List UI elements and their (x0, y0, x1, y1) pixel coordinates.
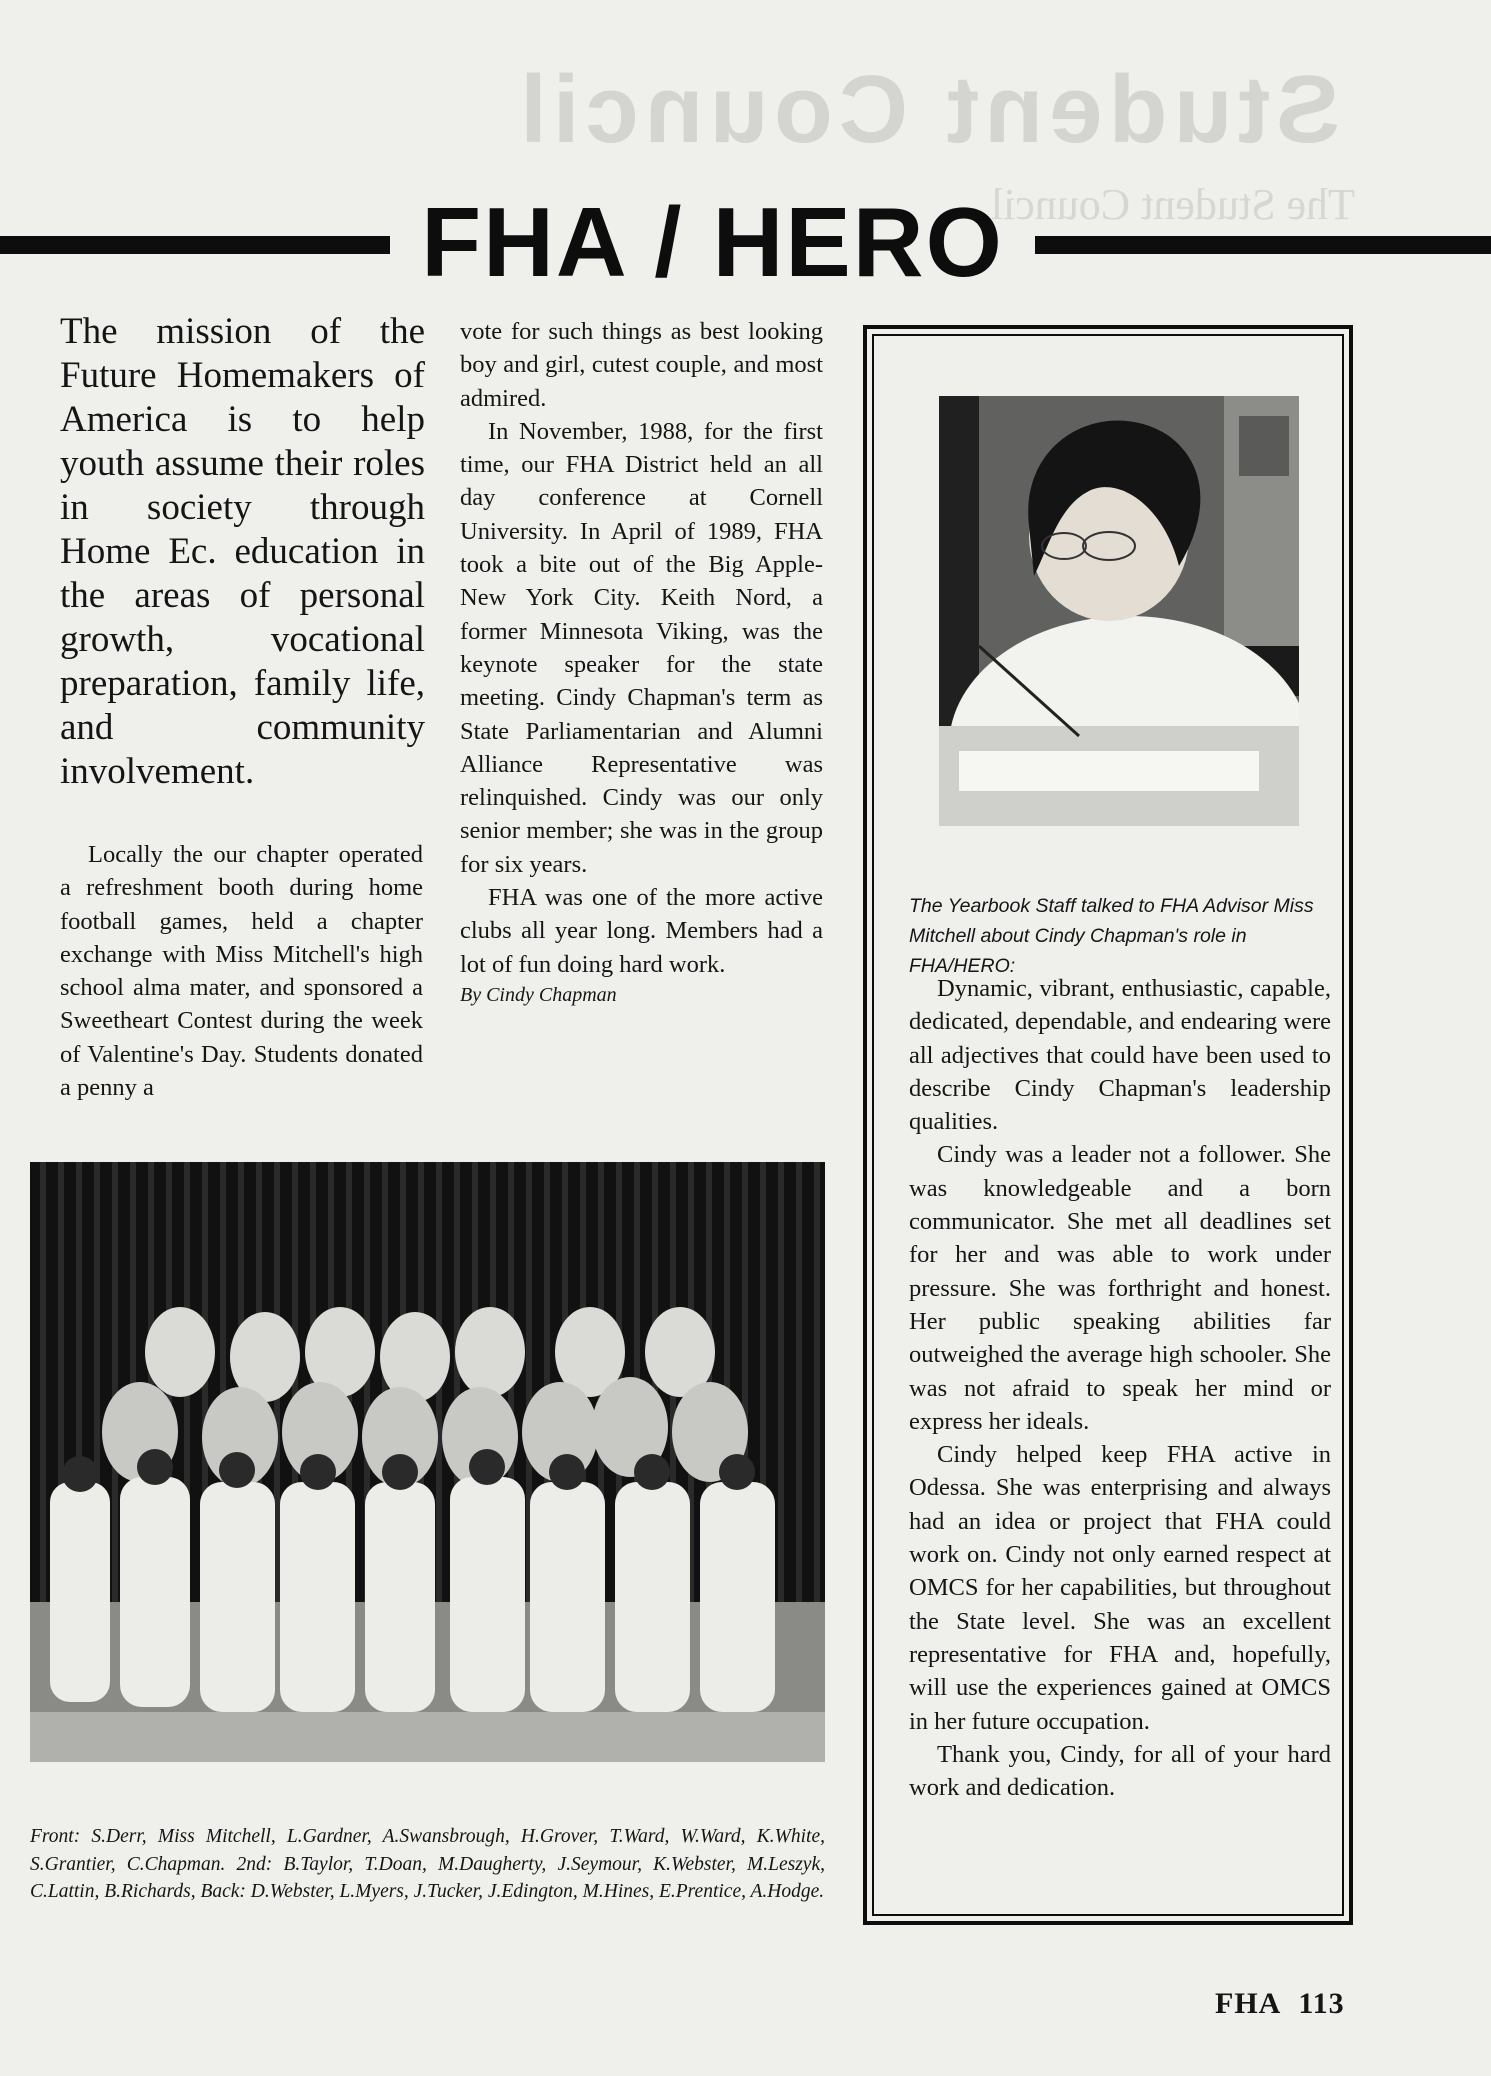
article-paragraph: In November, 1988, for the first time, our FHA District held an all day conference at Cornell University. In April of 1989, FHA took a bite out of the Big Apple-New York City. Keith Nord, a former Minnesota Viking, was the keynote speaker for the state meeting. Cindy Chapman's term as State Parliamentarian and Alumni Alliance Representative was relinquished. Cindy was our only senior member; she was in the group for six years. (460, 417, 823, 878)
article-paragraph: vote for such things as best looking boy and girl, cutest couple, and most admired. (460, 318, 823, 412)
article-paragraph: FHA was one of the more active clubs all year long. Members had a lot of fun doing hard work. (460, 884, 823, 978)
sidebar-inner-border (872, 334, 1344, 1916)
sidebar-paragraph: Dynamic, vibrant, enthusiastic, capable, dedicated, dependable, and endearing were all adjectives that could have been used to describe Cindy Chapman's leadership qualities. (909, 975, 1331, 1136)
intro-paragraph (60, 310, 425, 794)
fha-group-photo (30, 1162, 825, 1762)
article-column-1 (60, 838, 423, 1104)
intro-text: The mission of the Future Homemakers of America is to help youth assume their roles in society through Home Ec. education in the areas of personal growth, vocational preparation, family life, and community involvement. (60, 311, 425, 792)
sidebar-paragraph: Cindy helped keep FHA active in Odessa. She was enterprising and always had an idea or project that FHA could work on. Cindy not only earned respect at OMCS for her capabilities, but throughout the State level. She was an excellent representative for FHA and, hopefully, will use the experiences gained at OMCS in her future occupation. (909, 1441, 1331, 1735)
cindy-portrait-photo (939, 396, 1299, 826)
group-photo-illustration (30, 1162, 825, 1762)
page-folio (1215, 1987, 1345, 2021)
article-column-2 (460, 315, 823, 1009)
sidebar-body (909, 972, 1331, 1804)
sidebar-box (863, 325, 1353, 1925)
folio-section: FHA (1215, 1987, 1282, 2020)
bleed-through-text: The Student Council (990, 180, 1355, 229)
sidebar-caption: The Yearbook Staff talked to FHA Advisor Miss Mitchell about Cindy Chapman's role in FHA/HERO: (909, 895, 1314, 977)
page-title: FHA / HERO (421, 187, 1004, 297)
byline: By Cindy Chapman (460, 983, 617, 1006)
group-photo-caption: Front: S.Derr, Miss Mitchell, L.Gardner, A.Swansbrough, H.Grover, T.Ward, W.Ward, K.White, S.Grantier, C.Chapman. 2nd: B.Taylor, T.Doan, M.Daugherty, J.Seymour, K.Webster, M.Leszyk, C.Lattin, B.Richards, Back: D.Webster, L.Myers, J.Tucker, J.Edington, M.Hines, E.Prentice, A.Hodge. (30, 1826, 825, 1902)
title-rule-left (0, 236, 390, 254)
page-number: 113 (1298, 1987, 1345, 2020)
article-paragraph: Locally the our chapter operated a refreshment booth during home football games, held a chapter exchange with Miss Mitchell's high school alma mater, and sponsored a Sweetheart Contest during the week of Valentine's Day. Students donated a penny a (60, 841, 423, 1102)
sidebar-paragraph: Thank you, Cindy, for all of your hard work and dedication. (909, 1740, 1331, 1802)
title-rule-right (1035, 236, 1491, 254)
sidebar-paragraph: Cindy was a leader not a follower. She was knowledgeable and a born communicator. She met all deadlines set for her and was able to work under pressure. She was forthright and honest. Her public speaking abilities far outweighed the average high schooler. She was not afraid to speak her mind or express her ideals. (909, 1141, 1331, 1435)
portrait-illustration (939, 396, 1299, 826)
bleed-through-title: Student Council (514, 56, 1340, 163)
